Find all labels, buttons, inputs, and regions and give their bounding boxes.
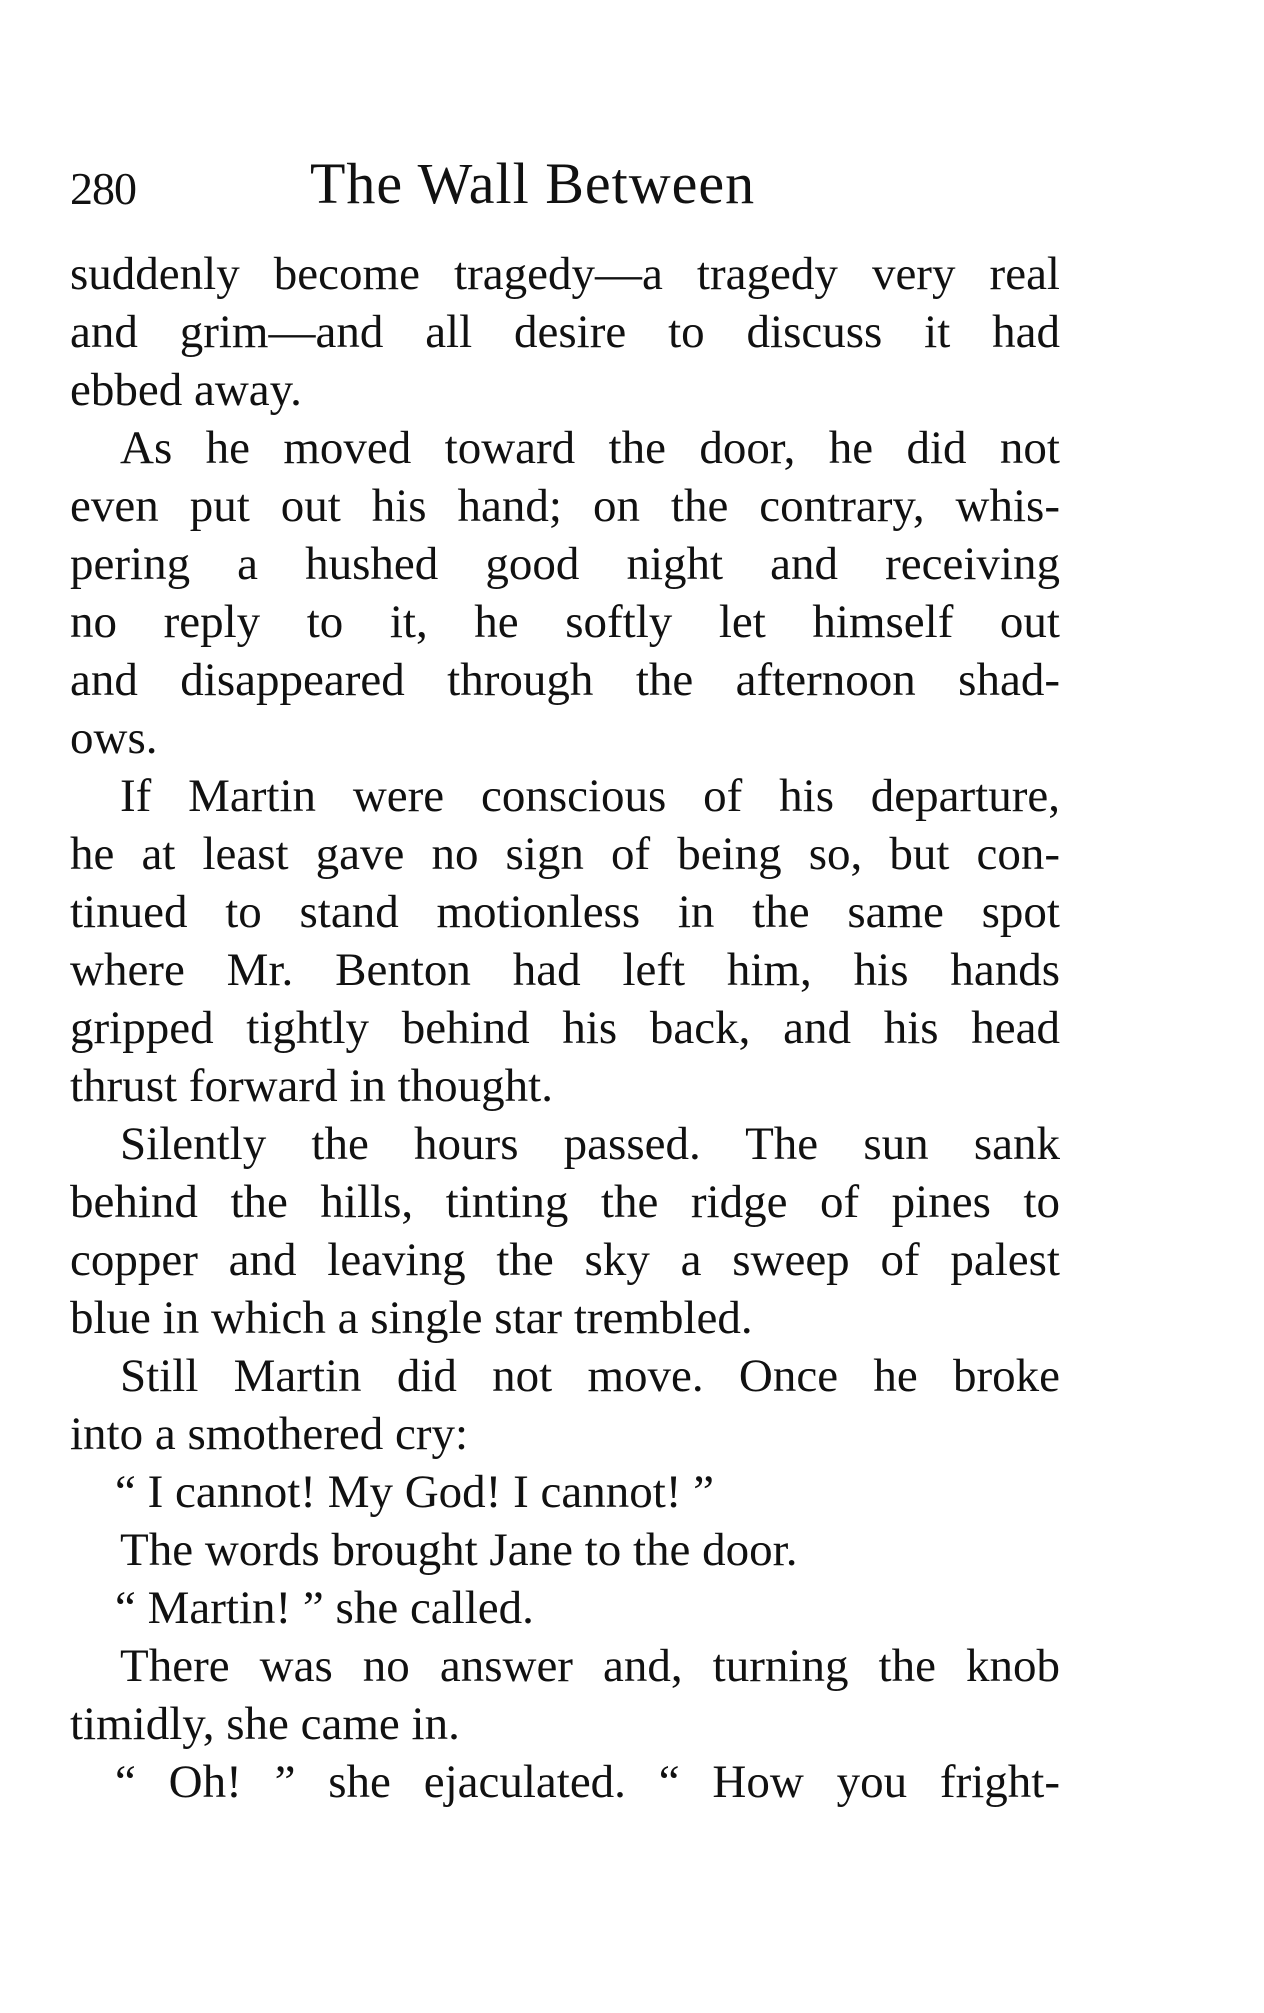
dialogue-line: “ I cannot! My God! I cannot! ”	[115, 1466, 715, 1518]
paragraph-first-line: If Martin were conscious of his departure,	[120, 770, 1060, 822]
book-title: The Wall Between	[310, 151, 756, 216]
text-line: suddenly become tragedy—a tragedy very real	[70, 248, 1060, 300]
paragraph-first-line: The words brought Jane to the door.	[120, 1524, 798, 1576]
paragraph-first-line: There was no answer and, turning the knob	[120, 1640, 1060, 1692]
text-line: copper and leaving the sky a sweep of palest	[70, 1234, 1060, 1286]
paragraph-first-line: As he moved toward the door, he did not	[120, 422, 1060, 474]
text-line: he at least gave no sign of being so, but con-	[70, 828, 1060, 880]
running-head	[70, 150, 1070, 220]
text-line: even put out his hand; on the contrary, whis-	[70, 480, 1060, 532]
text-line: and disappeared through the afternoon shad-	[70, 654, 1060, 706]
text-line: into a smothered cry:	[70, 1408, 469, 1460]
text-line: ebbed away.	[70, 364, 302, 416]
text-line: ows.	[70, 712, 158, 764]
paragraph-first-line: Still Martin did not move. Once he broke	[120, 1350, 1060, 1402]
text-line: timidly, she came in.	[70, 1698, 460, 1750]
text-line: tinued to stand motionless in the same spot	[70, 886, 1060, 938]
text-line: behind the hills, tinting the ridge of pines to	[70, 1176, 1060, 1228]
text-line: pering a hushed good night and receiving	[70, 538, 1060, 590]
dialogue-line: “ Oh! ” she ejaculated. “ How you fright-	[115, 1756, 1060, 1808]
text-line: where Mr. Benton had left him, his hands	[70, 944, 1060, 996]
text-line: no reply to it, he softly let himself out	[70, 596, 1060, 648]
text-line: and grim—and all desire to discuss it had	[70, 306, 1060, 358]
text-line: blue in which a single star trembled.	[70, 1292, 753, 1344]
page-number: 280	[70, 163, 136, 214]
dialogue-line: “ Martin! ” she called.	[115, 1582, 534, 1634]
text-line: gripped tightly behind his back, and his head	[70, 1002, 1060, 1054]
text-line: thrust forward in thought.	[70, 1060, 553, 1112]
paragraph-first-line: Silently the hours passed. The sun sank	[120, 1118, 1060, 1170]
